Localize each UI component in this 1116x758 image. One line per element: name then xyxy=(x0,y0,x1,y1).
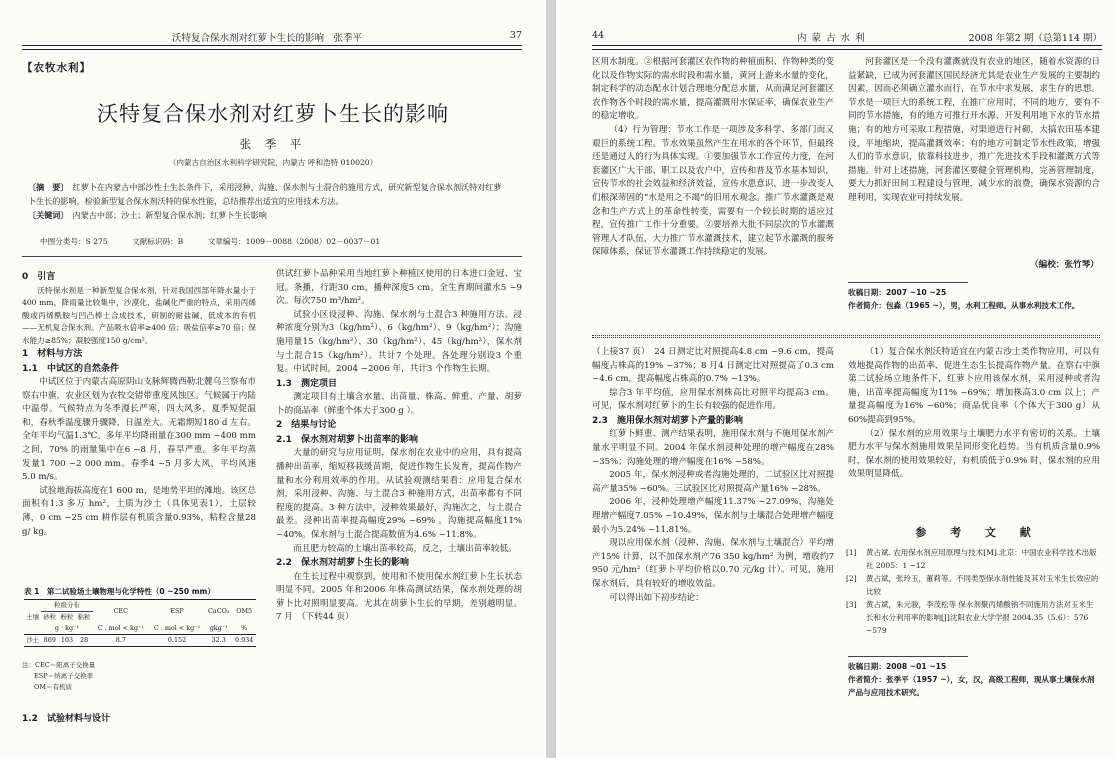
body-paragraph: 沃特保水剂是一种新型复合保水剂，针对我国西部年降水量小于400 mm，降雨量比较集中，沙漠化、盐碱化严重的特点，采用丙烯酸或丙烯酰胺与凹凸棒土合成技术，研制的耐盐碱、低成本的有机——无机复合保水剂。产品吸水倍率≥400 倍；吸盐倍率≥70 倍；保水能力≥85%；凝胶强度150 g/cm²。 xyxy=(22,285,256,345)
abstract-label: 〔摘 要〕 xyxy=(28,182,65,192)
abstract-text: 红萝卜在内蒙古中部沙性土生长条件下，采用浸种、沟施、保水剂与土混合的施用方式，研究新型复合保水剂沃特对红萝卜生长的影响，检验新型复合保水剂沃特的保水性能，总结推荐出适宜的应用技术方法。 xyxy=(28,182,502,206)
footnote-rule xyxy=(848,656,968,657)
unit-om: % xyxy=(241,624,248,632)
article-number: 文章编号：1009－0088（2008）02－0037－01 xyxy=(207,237,381,246)
reference-item xyxy=(846,546,1100,572)
table-caption: 表 1 第二试验场土壤物理与化学特性（0 ~250 mm） xyxy=(24,587,215,596)
body-paragraph: 红萝卜鲜重、测产结果表明，施用保水剂与不施用保水剂产量水平明显不同。2004 年保水剂浸种处理的增产幅度在28% ~35%；沟施处理的增产幅度在16% ~58%。 xyxy=(592,429,834,467)
th-caco3: CaCO₃ xyxy=(208,607,230,615)
clc-number: 中图分类号：S 275 xyxy=(40,237,108,246)
cell-silt: 103 xyxy=(60,636,74,644)
keywords xyxy=(28,208,506,222)
cell-soil: 沙土 xyxy=(26,636,39,644)
watermark xyxy=(1108,0,1110,6)
body-paragraph: （4）行为管理：节水工作是一项涉及多科学、多部门而又艰巨的系统工程。节水效果虽然产生在用水的各个环节，但最终还是通过人的行为具体实现。①要加强节水工作宣传力度，在河套灌区广大干部、职工以及农户中，宣传和普及节水基本知识，宣传节水的社会效益和经济效益，宣传水患意识，进一步改变人们根深蒂固的“水是用之不竭”的旧用水观念。推广节水灌溉是观念和生产方式上的革命性转变，需要有一个较长时期的适应过程，宣传推广工作十分重要。②要培养大批不同层次的节水灌溉管理人才队伍，大力推广节水灌溉技术，建立起节水灌溉的服务保障体系，保证节水灌溉工作持续稳定的发展。 xyxy=(592,124,834,258)
th-cec: CEC xyxy=(113,607,129,615)
page-gutter xyxy=(546,0,556,758)
received-date: 收稿日期：2008 ~01 ~15 xyxy=(848,662,947,671)
th-clay: 粘粒 xyxy=(77,613,91,621)
journal-issue: 2008 年第2 期（总第114 期） xyxy=(968,33,1102,44)
th-grain: 粒级分布 xyxy=(41,600,93,612)
keywords-text: 内蒙古中部；沙土；新型复合保水剂；红萝卜生长影响 xyxy=(72,210,267,220)
cell-cec: 8.7 xyxy=(115,636,126,644)
page-number-left: 37 xyxy=(509,30,522,41)
body-paragraph: （2）保水剂的应用效果与土壤肥力水平有密切的关系。土壤肥力水平与保水剂施用效果呈同形变化趋势。当有机质含量0.9% 时，保水剂的使用效果较好，有机质低于0.9% 时，保水剂的应用效果明显降低。 xyxy=(848,428,1100,480)
abstract xyxy=(28,180,506,208)
section-heading: 1.3 测定项目 xyxy=(276,378,337,389)
column-tag: 【农牧水利】 xyxy=(22,62,91,74)
reference-text: 黄占斌. 农用保水剂应用原理与技术[M].北京：中国农业科学技术出版社 2005：1 ~12 xyxy=(866,548,1097,570)
section-heading: 1 材料与方法 xyxy=(22,349,83,359)
journal-name: 内 蒙 古 水 利 xyxy=(797,33,866,44)
body-paragraph: 中试区位于内蒙古高原阴山支脉辉腾西勒北麓乌兰察布市察右中旗，农业区划为农牧交错带重度风蚀区。气候属于内陆中温带。气候特点为冬季漫长严寒，四大风多，夏季短促温和，春秋季温度骤升骤降，日温差大。无霜期短180 d 左右。全年平均气温1.3℃。多年平均降雨量在300 mm ~400 mm 之间，70% 的雨量集中在6 ~8 月，春旱严重。多年平均蒸发量1 700 ~2 000 mm。春季4 ~5 月多大风，平均风速5.0 m/s。 xyxy=(22,377,256,483)
left-column-1 xyxy=(22,270,256,539)
reference-text: 黄占斌，张玲玉，董莉等。不同类型保水剂性能及其对玉米生长效应的比较 xyxy=(866,574,1099,596)
reference-number: [1] xyxy=(846,548,857,557)
body-paragraph: 可以得出如下初步结论： xyxy=(609,592,704,603)
right-column-3 xyxy=(592,346,834,605)
body-paragraph: 供试红萝卜品种采用当地红萝卜种植区使用的日本进口金冠、宝冠。条播，行距30 cm，播种深度5 cm。全生育期间灌水5 ~9 次。每次750 m³/hm²。 xyxy=(276,269,522,307)
keywords-label: 〔关键词〕 xyxy=(28,210,65,220)
note-line: 注：CEC＝阳离子交换量 xyxy=(22,661,96,669)
author-affiliation: （内蒙古自治区水利科学研究院，内蒙古 呼和浩特 010020） xyxy=(168,158,378,167)
table-notes xyxy=(22,660,95,693)
cell-caco3: 32.3 xyxy=(211,636,226,644)
reference-item xyxy=(846,572,1100,598)
unit-caco3: gkg⁻¹ xyxy=(209,624,228,632)
section-heading: 2 结果与讨论 xyxy=(276,420,337,431)
soil-table xyxy=(24,586,256,647)
th-om: OM5 xyxy=(236,607,253,615)
footnote-rule xyxy=(848,282,968,283)
body-paragraph: 2006 年，浸种处理增产幅度11.37% ~27.09%，沟施处理增产幅度7.05% ~10.49%，保水剂与土壤混合处理增产幅度最小为5.24% ~11.81%。 xyxy=(592,497,834,535)
article-separator xyxy=(592,335,1100,338)
cell-sand: 869 xyxy=(43,636,56,644)
left-page xyxy=(0,0,546,758)
header-double-rule xyxy=(22,49,522,50)
body-paragraph: 2005 年，保水剂浸种或者沟施处理的，二试验区比对照提高产量35% ~60%。三试验区比对照提高产量16% ~28%。 xyxy=(592,470,834,494)
right-column-1 xyxy=(592,56,834,260)
table-row xyxy=(24,635,256,647)
body-paragraph: （1）复合保水剂沃特适宜在内蒙古沙土类作物应用，可以有效地提高作物的出苗率、促进生态生长提高作物产量。在察右中旗第二试验场立地条件下，红萝卜应用该保水剂，采用浸种或者沟施，出苗率提高幅度为11% ~69%；增加株高3.0 cm 以上；产量提高幅度为16% ~60%；商品优良率（个体大于300 g）从60%提高到95%。 xyxy=(848,347,1100,425)
body-paragraph: 而且肥力较高的土壤出苗率较高，反之，土壤出苗率较低。 xyxy=(293,543,517,554)
author-bio: 作者简介：张季平（1957 ~），女，汉，高级工程师，现从事土壤保水剂产品与应用技术研究。 xyxy=(848,675,1095,697)
body-paragraph: 试验小区设浸种、沟施、保水剂与土混合3 种施用方法。浸种浓度分别为3（kg/hm²）、6（kg/hm²）、9（kg/hm²）；沟施施用量15（kg/hm²）、30（kg/hm²）、45（kg/hm²），保水剂与土混合15（kg/hm²）。共计7 个处理。各处理分别设3 个重复。中试时间，2004 ~2006 年，共计3 个作物生长期。 xyxy=(276,309,522,375)
received-info-2 xyxy=(848,660,1100,699)
note-line: ESP＝纳离子交换率 xyxy=(34,672,94,680)
unit-grain: g · kg⁻¹ xyxy=(54,624,80,632)
body-paragraph: 河套灌区是一个没有灌溉就没有农业的地区，随着水资源的日益紧缺，已成为河套灌区国民经济尤其是农业生产发展的主要制约因素，因而必须确立灌水而行，在节水中求发展，求生存的思想。节水是一项巨大的系统工程，在推广应用时，不同的地方，要有不同的节水措施，有的地方可推行开水源、开发利用地下水的节水措施；有的地方可采取工程措施，对渠道进行衬砌，大搞农田基本建设，平地缩块，提高灌溉效率；有的地方可制定节水性政策，增强人们的节水意识，依靠科技进步，推广先进技术手段和灌溉方式等措施。针对上述措施，河套灌区要健全管理机构，完善管理制度，要大力抓好田间工程建设与管理，减少水的浪费，确保水资源的合理利用，实现农业可持续发展。 xyxy=(848,57,1100,203)
article-author: 张 季 平 xyxy=(239,137,307,151)
section-heading: 0 引言 xyxy=(22,272,56,282)
section-heading: 2.3 施用保水剂对胡萝卜产量的影响 xyxy=(592,415,743,426)
unit-cec: C . mol < kg⁻¹ xyxy=(97,624,144,632)
reference-number: [3] xyxy=(846,600,857,609)
unit-esp: C . mol < kg⁻¹ xyxy=(153,624,201,632)
body-paragraph: 试验地海拔高度在1 600 m，是地势平坦的滩地。该区总面积有1.3 多万 hm²，土质为沙土（具体见表1），土层较薄，0 cm ~25 cm 耕作层有机质含量0.93%，粘粒含量28 g/ kg。 xyxy=(22,485,256,537)
reference-text: 黄占斌，朱元骏，李茂松等 保水剂聚丙烯酸钠不同施用方法对玉米生长和水分利用率的影响[J]沈阳农业大学学报 2004.35（5.6）：576 ~579 xyxy=(866,600,1094,635)
references-list xyxy=(846,546,1100,637)
reference-number: [2] xyxy=(846,574,857,583)
references-heading: 参 考 文 献 xyxy=(915,526,1041,539)
article-title: 沃特复合保水剂对红萝卜生长的影响 xyxy=(97,102,449,126)
body-paragraph: 测定项目有土壤含水量、出苗量、株高、鲜重、产量、胡萝卜的商品率（鲜重个体大于300 g ）。 xyxy=(276,392,522,416)
th-soil: 土壤 xyxy=(26,612,39,621)
soil-properties-table xyxy=(24,599,256,647)
article-meta xyxy=(40,236,402,247)
body-paragraph: 区用水制度。②根据河套灌区农作物的种植面积、作物种类的变化以及作物实际的需水时段和需水量，黄河上游来水量的变化，制定科学的动态配水计划合理地分配总水量，从而满足河套灌区农作物各个时段的需水量，提高灌溉用水保证率，确保农业生产的稳定增收。 xyxy=(592,57,834,122)
received-date: 收稿日期：2007 ~10 ~25 xyxy=(848,288,947,297)
body-paragraph: 在生长过程中观察到，使用和不使用保水剂红萝卜生长状态明显不同。2005 年和2006 年株高测试结果，保水剂处理的胡萝卜比对照明显要高。尤其在胡萝卜生长的早期，差别越明显。7 月 （下转44 页） xyxy=(276,571,522,623)
reference-item xyxy=(846,598,1100,637)
section-heading: 2.1 保水剂对胡萝卜出苗率的影响 xyxy=(276,434,418,445)
note-line: OM＝有机质 xyxy=(34,683,72,691)
received-info-1 xyxy=(848,286,1100,312)
cell-esp: 0.152 xyxy=(167,636,187,644)
right-column-2 xyxy=(848,56,1100,206)
abstract-block xyxy=(28,180,506,222)
section-heading: 1.1 中试区的自然条件 xyxy=(22,363,119,374)
page-number-right: 44 xyxy=(592,30,605,41)
editor-signature: （编校：张竹琴） xyxy=(1030,260,1099,270)
th-silt: 粉粒 xyxy=(60,613,74,621)
doc-code: 文献标识码：B xyxy=(132,237,184,246)
meta-divider xyxy=(22,256,522,257)
section-heading: 2.2 保水剂对胡萝卜生长的影响 xyxy=(276,558,409,569)
cell-om: 0.934 xyxy=(235,636,254,644)
right-running-header xyxy=(592,28,1102,46)
th-sand: 砂粒 xyxy=(43,613,57,621)
body-paragraph: 现以应用保水剂（浸种、沟施、保水剂与土壤混合）平均增产15% 计算，以不加保水剂产76 350 kg/hm² 为例，增收约7 950 元/hm²（红萝卜平均价格以0.70 元/kg 计）。可见，施用保水剂后，具有较好的增收效益。 xyxy=(592,538,834,589)
body-paragraph: （上接37 页） 24 日测定比对照提高4.8 cm ~9.6 cm，提高幅度占株高的19% ~37%；8 月4 日测定比对照提高了0.3 cm ~4.6 cm，提高幅度占株高的0.7% ~13%。 xyxy=(592,347,834,385)
author-bio: 作者简介：包淼（1965 ~），男，水利工程师。从事水利技术工作。 xyxy=(848,301,1080,310)
left-running-header xyxy=(22,28,522,46)
th-esp: ESP xyxy=(170,607,184,615)
body-paragraph: 综合3 年平均值，应用保水剂株高比对照平均提高3 cm。可见，保水剂对红萝卜的生长有较强的促进作用。 xyxy=(592,387,834,412)
right-column-4 xyxy=(848,346,1100,482)
header-double-rule xyxy=(592,49,1102,50)
body-paragraph: 大量的研究与应用证明，保水剂在农业中的应用，具有提高播种出苗率，缩短移栽缓苗期，促进作物生长发育，提高作物产量和水分利用效率的作用。从试验观测结果看：应用复合保水剂，采用浸种、沟施、与土混合3 种施用方式，出苗率都有不同程度的提高。3 种方法中，浸种效果最好，沟施次之，与土混合最差。浸种出苗率提高幅度29% ~69% 。沟施提高幅度11% ~40%。保水剂与土混合提高数值为4.6% ~11.8%。 xyxy=(276,448,522,540)
left-column-2 xyxy=(276,268,522,625)
running-title: 沃特复合保水剂对红萝卜生长的影响 张季平 xyxy=(172,33,363,44)
cell-clay: 28 xyxy=(80,636,89,644)
section-heading: 1.2 试验材料与设计 xyxy=(22,714,110,724)
